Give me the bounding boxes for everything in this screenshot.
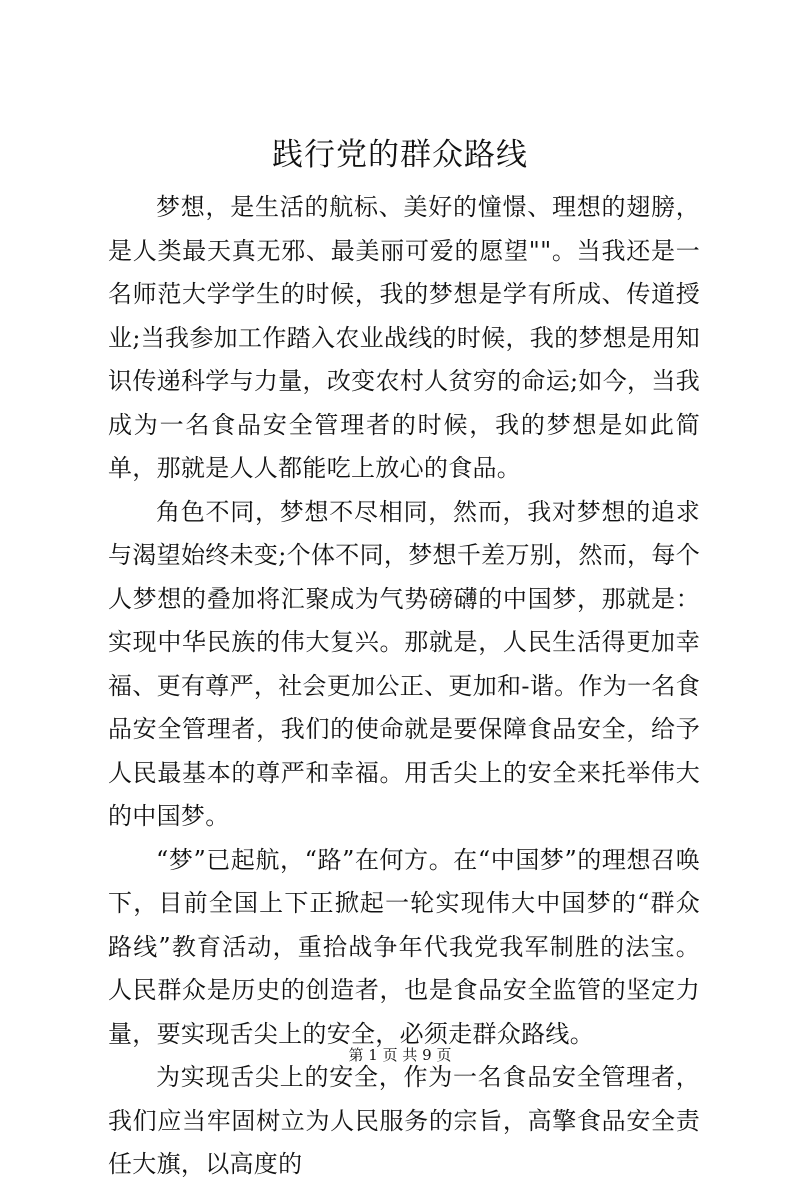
- document-title: 践行党的群众路线: [272, 137, 528, 173]
- paragraph-3: “梦”已起航，“路”在何方。在“中国梦”的理想召唤下，目前全国上下正掀起一轮实现伟大中国梦的“群众路线”教育活动，重拾战争年代我党我军制胜的法宝。人民群众是历史的创造者，也是食品安全监管的坚定力量，要实现舌尖上的安全，必须走群众路线。: [108, 845, 700, 1048]
- document-body: [108, 186, 700, 1187]
- paragraph-1: 梦想，是生活的航标、美好的憧憬、理想的翅膀，是人类最天真无邪、最美丽可爱的愿望""。当我还是一名师范大学学生的时候，我的梦想是学有所成、传道授业;当我参加工作踏入农业战线的时候，我的梦想是用知识传递科学与力量，改变农村人贫穷的命运;如今，当我成为一名食品安全管理者的时候，我的梦想是如此简单，那就是人人都能吃上放心的食品。: [108, 193, 700, 482]
- paragraph-2: 角色不同，梦想不尽相同，然而，我对梦想的追求与渴望始终未变;个体不同，梦想千差万别，然而，每个人梦想的叠加将汇聚成为气势磅礴的中国梦，那就是：实现中华民族的伟大复兴。那就是，人民生活得更加幸福、更有尊严，社会更加公正、更加和-谐。作为一名食品安全管理者，我们的使命就是要保障食品安全，给予人民最基本的尊严和幸福。用舌尖上的安全来托举伟大的中国梦。: [108, 497, 700, 830]
- paragraph-4: 为实现舌尖上的安全，作为一名食品安全管理者，我们应当牢固树立为人民服务的宗旨，高擎食品安全责任大旗，以高度的: [108, 1063, 700, 1178]
- page-footer: 第 1 页 共 9 页: [348, 1046, 452, 1064]
